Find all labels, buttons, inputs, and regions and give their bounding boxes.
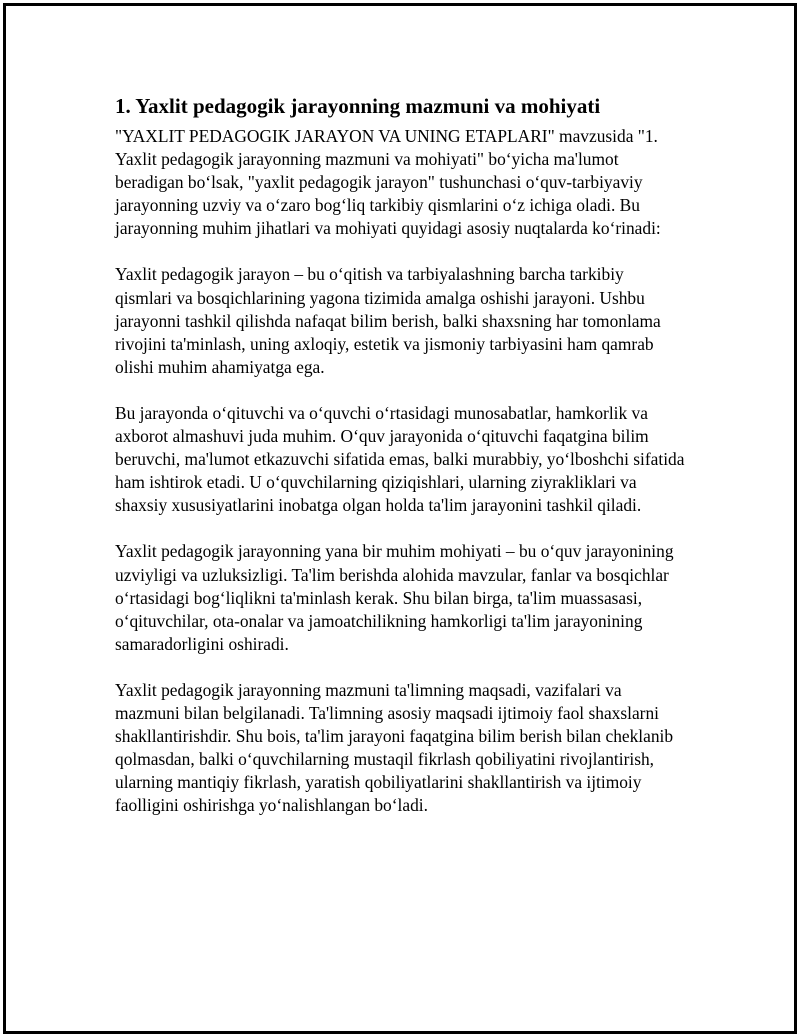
paragraph-teacher-student: Bu jarayonda o‘qituvchi va o‘quvchi o‘rtasidagi munosabatlar, hamkorlik va axborot almashuvi juda muhim. O‘quv jarayonida o‘qituvchi faqatgina bilim beruvchi, ma'lumot etkazuvchi sifatida emas, balki murabbiy, yo‘lboshchi sifatida ham ishtirok etadi. U o‘quvchilarning qiziqishlari, ularning ziyrakliklari va shaxsiy xususiyatlarini inobatga olgan holda ta'lim jarayonini tashkil qiladi. <box>115 402 685 516</box>
paragraph-definition: Yaxlit pedagogik jarayon – bu o‘qitish va tarbiyalashning barcha tarkibiy qismlari va bosqichlarining yagona tizimida amalga oshishi jarayoni. Ushbu jarayonni tashkil qilishda nafaqat bilim berish, balki shaxsning har tomonlama rivojini ta'minlash, uning axloqiy, estetik va jismoniy tarbiyasini ham qamrab olishi muhim ahamiyatga ega. <box>115 264 661 377</box>
paragraph-intro: "YAXLIT PEDAGOGIK JARAYON VA UNING ETAPLARI" mavzusida "1. Yaxlit pedagogik jarayonning mazmuni va mohiyati" bo‘yicha ma'lumot beradigan bo‘lsak, "yaxlit pedagogik jarayon" tushunchasi o‘quv-tarbiyaviy jarayonning uzviy va o‘zaro bog‘liq tarkibiy qismlarini o‘z ichiga oladi. Bu jarayonning muhim jihatlari va mohiyati quyidagi asosiy nuqtalarda ko‘rinadi: <box>115 126 661 239</box>
document-body <box>115 92 685 840</box>
document-title: 1. Yaxlit pedagogik jarayonning mazmuni va mohiyati <box>115 94 601 118</box>
paragraph-continuity: Yaxlit pedagogik jarayonning yana bir muhim mohiyati – bu o‘quv jarayonining uzviyligi va uzluksizligi. Ta'lim berishda alohida mavzular, fanlar va bosqichlar o‘rtasidagi bog‘liqlikni ta'minlash kerak. Shu bilan birga, ta'lim muassasasi, o‘qituvchilar, ota-onalar va jamoatchilikning hamkorligi ta'lim jarayonining samaradorligini oshiradi. <box>115 541 674 654</box>
paragraph-content-goals: Yaxlit pedagogik jarayonning mazmuni ta'limning maqsadi, vazifalari va mazmuni bilan belgilanadi. Ta'limning asosiy maqsadi ijtimoiy faol shaxslarni shakllantirishdir. Shu bois, ta'lim jarayoni faqatgina bilim berish bilan cheklanib qolmasdan, balki o‘quvchilarning mustaqil fikrlash qobiliyatini rivojlantirish, ularning mantiqiy fikrlash, yaratish qobiliyatlarini shakllantirish va ijtimoiy faolligini oshirishga yo‘nalishlangan bo‘ladi. <box>115 679 674 816</box>
